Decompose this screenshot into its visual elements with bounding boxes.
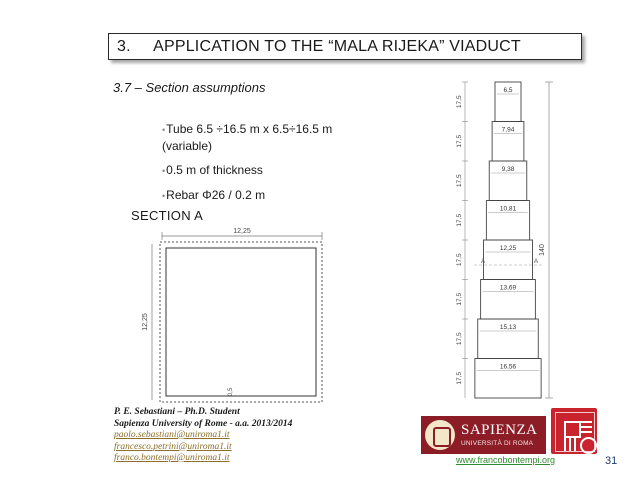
sapienza-emblem-icon <box>425 420 455 450</box>
author-block <box>114 407 292 465</box>
slide-title <box>117 38 521 56</box>
outer-wall <box>160 242 322 402</box>
sapienza-logo <box>421 416 546 454</box>
segment-height-label: 17,5 <box>456 371 463 385</box>
section-number: 3. <box>117 38 131 55</box>
bullet-text: Rebar Φ26 / 0.2 m <box>166 188 266 202</box>
height-label: 12,25 <box>142 313 149 331</box>
logo-name: SAPIENZA <box>461 422 538 438</box>
bullet-item <box>162 162 362 179</box>
website-link[interactable]: www.francobontempi.org <box>456 455 556 465</box>
slide-title-bar <box>108 33 582 60</box>
total-height-label: 140 <box>539 244 546 256</box>
bullet-marker: • <box>162 125 166 135</box>
bullet-item <box>162 121 362 154</box>
email-link[interactable]: paolo.sebastiani@uniroma1.it <box>114 430 230 440</box>
width-label: 9,38 <box>501 166 515 173</box>
section-a-label: SECTION A <box>131 208 204 223</box>
page-number: 31 <box>605 455 618 467</box>
width-label: 12,25 <box>233 228 251 235</box>
segment-height-label: 17,5 <box>456 134 463 148</box>
university-line: Sapienza University of Rome - a.a. 2013/2014 <box>114 418 293 429</box>
bullet-marker: • <box>162 166 166 176</box>
pier-elevation-drawing <box>454 80 564 402</box>
segment-height-label: 17,5 <box>456 332 463 346</box>
width-label: 13,69 <box>499 284 517 292</box>
cut-marker-left: A <box>481 259 486 265</box>
bullet-text: 0.5 m of thickness <box>166 163 263 177</box>
author-line: P. E. Sebastiani – Ph.D. Student <box>114 407 240 417</box>
cut-marker-right: A <box>534 259 539 265</box>
pier-steps <box>475 82 541 398</box>
width-label: 10,81 <box>499 205 517 213</box>
email-link[interactable]: francesco.petrini@uniroma1.it <box>114 441 232 452</box>
width-label: 6,5 <box>503 87 513 94</box>
subsection-heading: 3.7 – Section assumptions <box>113 80 266 95</box>
segment-height-label: 17,5 <box>456 95 463 109</box>
segment-height-dimensions <box>456 82 468 398</box>
section-title: APPLICATION TO THE “MALA RIJEKA” VIADUCT <box>153 38 521 55</box>
logo-subtitle: UNIVERSITÀ DI ROMA <box>461 440 534 447</box>
cross-section-drawing <box>130 222 330 407</box>
bullet-item <box>162 187 362 204</box>
inner-wall <box>166 248 316 396</box>
segment-height-label: 17,5 <box>456 292 463 306</box>
width-label: 12,25 <box>499 245 517 252</box>
width-label: 7,94 <box>501 126 515 134</box>
wall-thickness-label: 0,5 <box>228 387 234 397</box>
red-seal-icon <box>551 408 597 454</box>
bullet-marker: • <box>162 191 166 201</box>
email-link[interactable]: franco.bontempi@uniroma1.it <box>114 453 230 463</box>
segment-height-label: 17,5 <box>456 174 463 188</box>
segment-height-label: 17,5 <box>456 253 463 267</box>
width-label: 16,56 <box>499 363 517 371</box>
assumption-list <box>162 121 362 212</box>
width-label: 15,13 <box>499 324 517 331</box>
segment-height-label: 17,5 <box>456 213 463 227</box>
bullet-text: Tube 6.5 ÷16.5 m x 6.5÷16.5 m (variable) <box>162 122 333 153</box>
